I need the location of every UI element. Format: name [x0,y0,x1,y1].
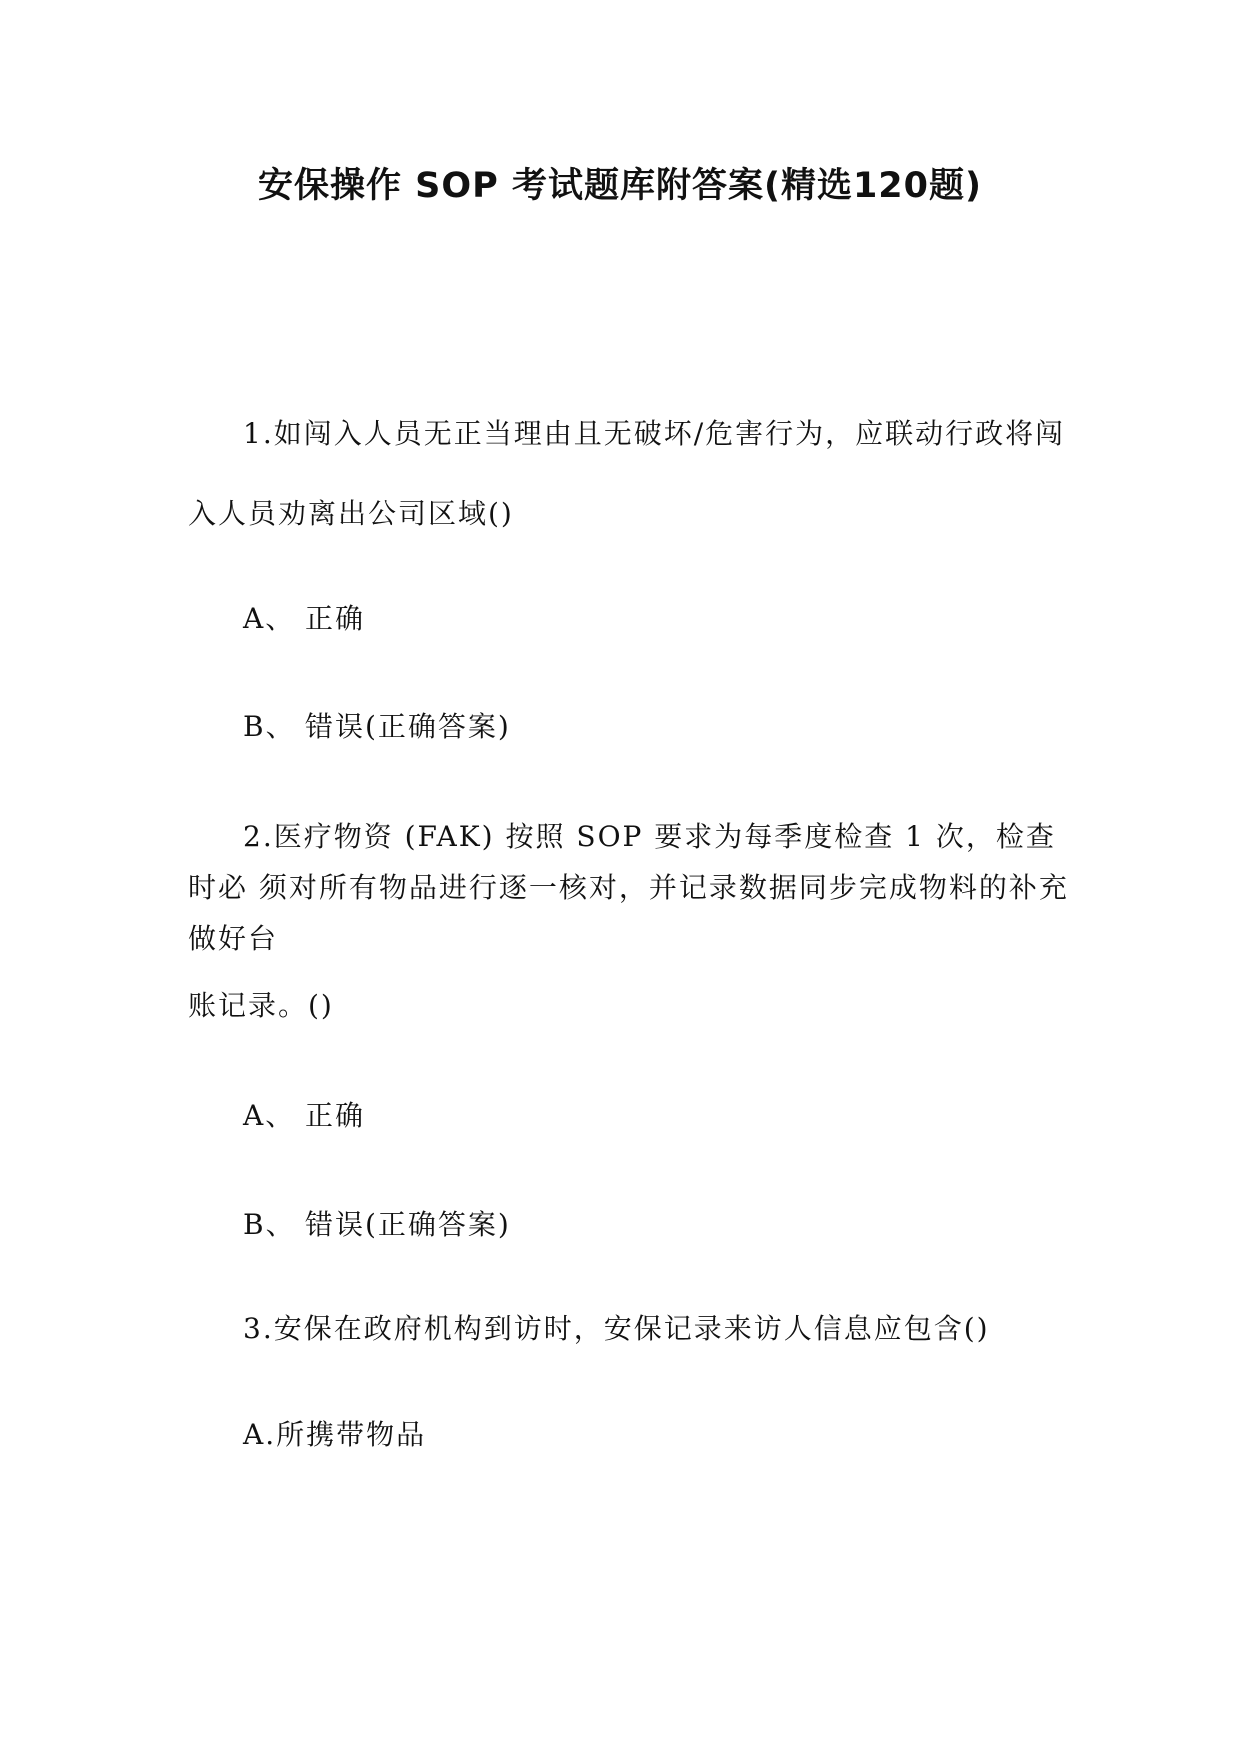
question-1-option-b [243,705,511,745]
question-2-option-a [243,1094,365,1134]
option-letter: B、 [243,710,296,743]
option-text: 正确 [305,602,366,635]
question-2-line-3: 做好台 [188,922,279,955]
question-3-line-1: 3.安保在政府机构到访时，安保记录来访人信息应包含() [243,1312,990,1345]
question-1-option-a [243,597,365,637]
document-title: 安保操作 SOP 考试题库附答案(精选120题) [257,166,983,206]
question-3-option-a [243,1413,426,1453]
option-letter: B、 [243,1208,296,1241]
option-letter: A、 [243,602,296,635]
question-2-line-1: 2.医疗物资 (FAK) 按照 SOP 要求为每季度检查 1 次，检查 [243,820,1056,853]
question-2-line-4: 账记录。() [188,989,334,1022]
option-text: 正确 [305,1099,366,1132]
question-2-option-b [243,1203,511,1243]
option-letter: A. [243,1418,277,1451]
option-text: 错误(正确答案) [305,1208,511,1241]
question-2-line-2: 时必 须对所有物品进行逐一核对，并记录数据同步完成物料的补充 [188,871,1069,904]
option-letter: A、 [243,1099,296,1132]
option-text: 所携带物品 [276,1418,427,1451]
option-text: 错误(正确答案) [305,710,511,743]
question-1-line-1: 1.如闯入人员无正当理由且无破坏/危害行为，应联动行政将闯 [243,417,1066,450]
question-1-line-2: 入人员劝离出公司区域() [188,497,514,530]
